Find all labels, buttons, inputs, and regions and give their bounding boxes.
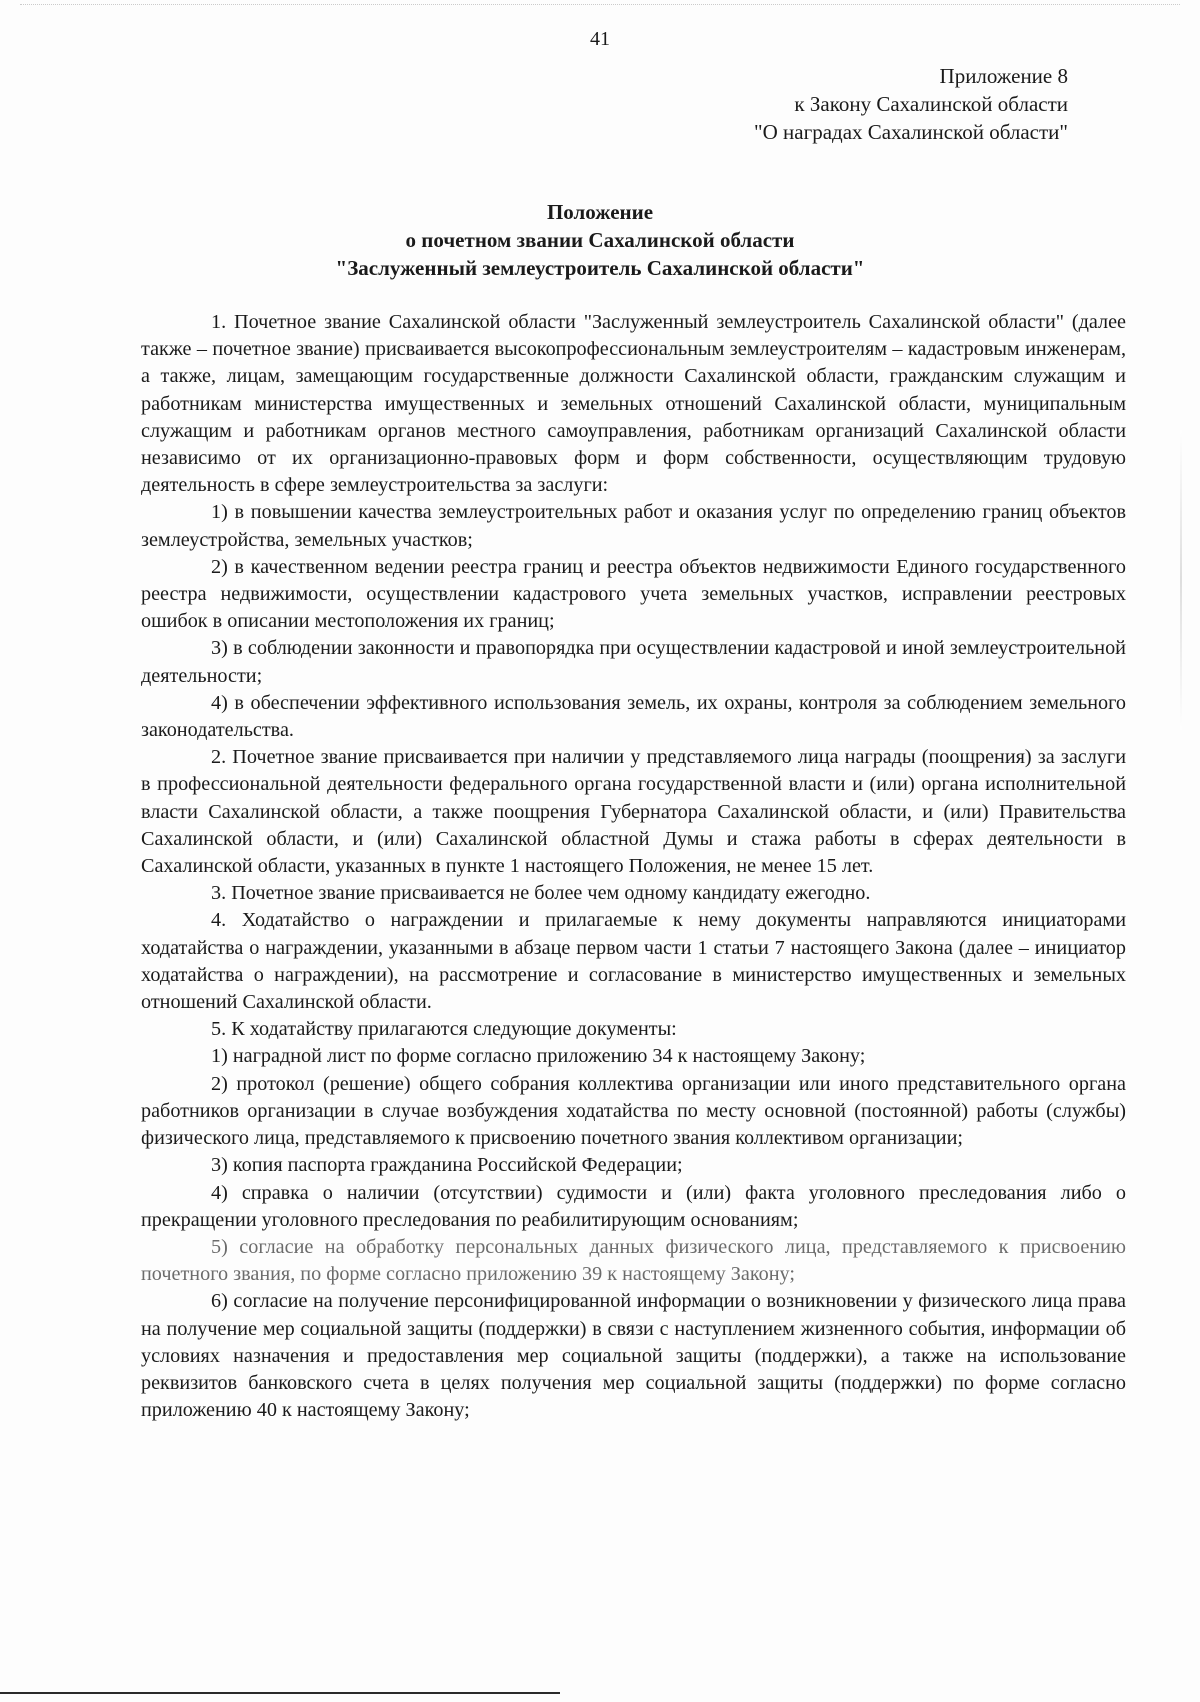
appendix-line: к Закону Сахалинской области: [794, 92, 1068, 116]
paragraph: 5) согласие на обработку персональных данных физического лица, представляемого к присвоению почетного звания, по форме согласно приложению 39 к настоящему Закону;: [141, 1235, 1126, 1286]
paragraph: 4) в обеспечении эффективного использования земель, их охраны, контроля за соблюдением земельного законодательства.: [141, 691, 1126, 742]
appendix-header: [754, 62, 1068, 146]
paragraph: 1) наградной лист по форме согласно приложению 34 к настоящему Закону;: [211, 1045, 866, 1068]
appendix-line: "О наградах Сахалинской области": [754, 120, 1068, 144]
title-line: о почетном звании Сахалинской области: [405, 228, 795, 252]
paragraph: 5. К ходатайству прилагаются следующие документы:: [211, 1018, 677, 1041]
paragraph: 4) справка о наличии (отсутствии) судимости и (или) факта уголовного преследования либо о прекращении уголовного преследования по реабилитирующим основаниям;: [141, 1181, 1126, 1231]
paragraph: 1) в повышении качества землеустроительных работ и оказания услуг по определению границ объектов землеустройства, земельных участков;: [141, 501, 1126, 551]
document-title: [0, 198, 1200, 282]
scan-artifact: [20, 4, 1180, 11]
paragraph: 1. Почетное звание Сахалинской области "Заслуженный землеустроитель Сахалинской области" (далее также – почетное звание) присваивается высокопрофессиональным землеустроителям – кадастровым инженерам, а также, лицам, замещающим государственные должности Сахалинской области, гражданским служащим и работникам министерства имущественных и земельных отношений Сахалинской области, муниципальным служащим и работникам органов местного самоуправления, работникам организаций Сахалинской области независимо от их организационно-правовых форм и форм собственности, осуществляющим трудовую деятельность в сфере землеустроительства за заслуги:: [141, 311, 1126, 497]
paragraph: 2) в качественном ведении реестра границ и реестра объектов недвижимости Единого государственного реестра недвижимости, осуществлении кадастрового учета земельных участков, исправлении реестровых ошибок в описании местоположения их границ;: [141, 555, 1126, 633]
paragraph: 2) протокол (решение) общего собрания коллектива организации или иного представительного органа работников организации в случае возбуждения ходатайства по месту основной (постоянной) работы (службы) физического лица, представляемого к присвоению почетного звания коллективом организации;: [141, 1072, 1126, 1150]
paragraph: 4. Ходатайство о награждении и прилагаемые к нему документы направляются инициаторами ходатайства о награждении, указанными в абзаце первом части 1 статьи 7 настоящего Закона (далее – инициатор ходатайства о награждении), на рассмотрение и согласование в министерство имущественных и земельных отношений Сахалинской области.: [141, 909, 1126, 1014]
paragraph: 3) копия паспорта гражданина Российской Федерации;: [211, 1154, 683, 1177]
document-body: [141, 309, 1126, 1424]
appendix-line: Приложение 8: [939, 64, 1068, 88]
paragraph: 3. Почетное звание присваивается не более чем одному кандидату ежегодно.: [211, 882, 871, 905]
scan-artifact: [1180, 430, 1182, 730]
paragraph: 3) в соблюдении законности и правопорядка при осуществлении кадастровой и иной землеустроительной деятельности;: [141, 637, 1126, 687]
title-line: Положение: [546, 200, 654, 224]
paragraph: 6) согласие на получение персонифицированной информации о возникновении у физического лица права на получение мер социальной защиты (поддержки) в связи с наступлением жизненного события, информации об условиях назначения и предоставления мер социальной защиты (поддержки), а также на использование реквизитов банковского счета в целях получения мер социальной защиты (поддержки) по форме согласно приложению 40 к настоящему Закону;: [141, 1290, 1126, 1422]
footer-rule: [0, 1692, 560, 1694]
paragraph: 2. Почетное звание присваивается при наличии у представляемого лица награды (поощрения) за заслуги в профессиональной деятельности федерального органа государственной власти и (или) органа исполнительной власти Сахалинской области, а также поощрения Губернатора Сахалинской области, и (или) Правительства Сахалинской области, и (или) Сахалинской областной Думы и стажа работы в сферах деятельности в Сахалинской области, указанных в пункте 1 настоящего Положения, не менее 15 лет.: [141, 746, 1126, 878]
title-line: "Заслуженный землеустроитель Сахалинской области": [335, 256, 865, 280]
page-number: 41: [590, 28, 610, 50]
